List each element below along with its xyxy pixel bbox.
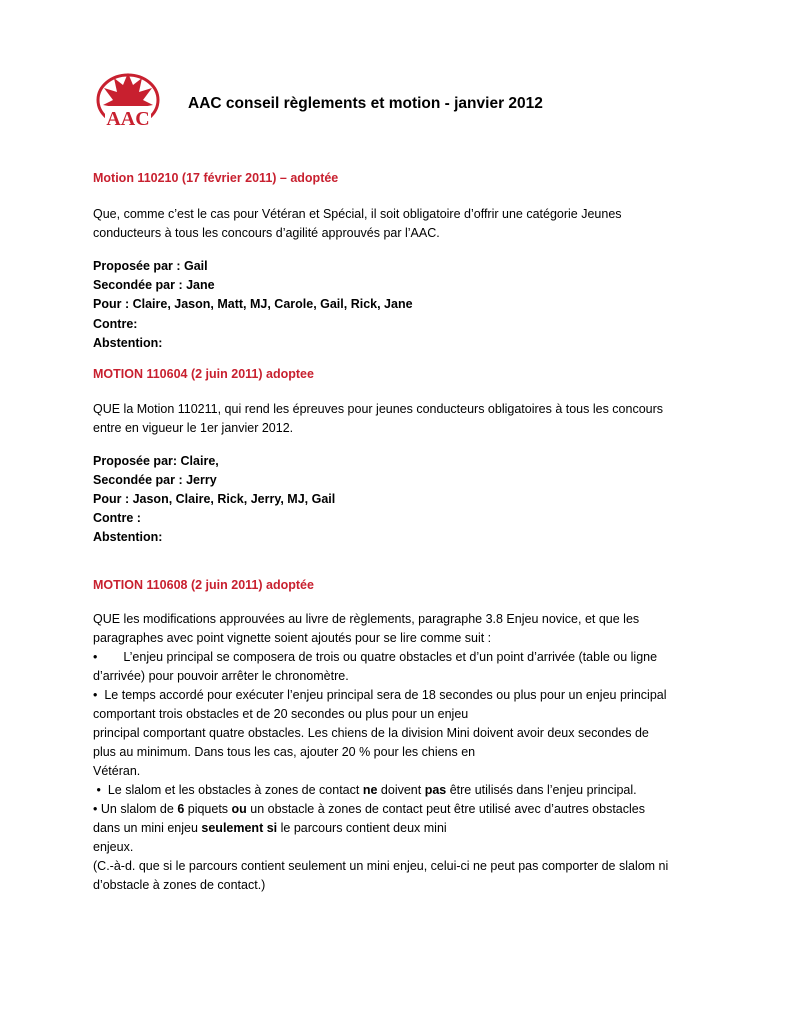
abstention: Abstention: bbox=[93, 530, 163, 544]
bullet-icon: • bbox=[93, 688, 98, 702]
motion-2-body-line: QUE la Motion 110211, qui rend les épreuves pour jeunes conducteurs obligatoires à tous les concours bbox=[93, 402, 664, 416]
abstention: Abstention: bbox=[93, 336, 163, 350]
seconded-by: Secondée par : Jerry bbox=[93, 473, 217, 487]
bullet-text: doivent bbox=[377, 783, 425, 797]
votes-for: Pour : Claire, Jason, Matt, MJ, Carole, Gail, Rick, Jane bbox=[93, 297, 413, 311]
bullet-item-1 bbox=[93, 648, 713, 667]
bullet-item-2-cont: Vétéran. bbox=[93, 764, 141, 778]
note-line: d’obstacle à zones de contact.) bbox=[93, 878, 266, 892]
bullet-text: Le temps accordé pour exécuter l’enjeu principal sera de 18 secondes ou plus pour un enjeu principal bbox=[104, 688, 667, 702]
motion-2-votes bbox=[93, 452, 713, 547]
bullet-item-4-cont bbox=[93, 819, 713, 838]
bullet-item-2-cont: comportant trois obstacles et de 20 secondes ou plus pour un enjeu bbox=[93, 707, 469, 721]
bullet-text: Le slalom et les obstacles à zones de contact bbox=[107, 783, 363, 797]
motion-1-body-line: Que, comme c’est le cas pour Vétéran et Spécial, il soit obligatoire d’offrir une catégorie Jeunes bbox=[93, 207, 622, 221]
emphasis-seulement-si: seulement si bbox=[201, 821, 278, 835]
motion-3-intro-line: paragraphes avec point vignette soient ajoutés pour se lire comme suit : bbox=[93, 631, 492, 645]
votes-against: Contre: bbox=[93, 317, 138, 331]
note-line: (C.-à-d. que si le parcours contient seulement un mini enjeu, celui-ci ne peut pas comporter de slalom ni bbox=[93, 859, 669, 873]
bullet-item-2-cont: principal comportant quatre obstacles. Les chiens de la division Mini doivent avoir deux secondes de bbox=[93, 726, 649, 740]
emphasis-ou: ou bbox=[231, 802, 247, 816]
bullet-text: être utilisés dans l’enjeu principal. bbox=[446, 783, 637, 797]
bullet-item-2 bbox=[93, 686, 713, 705]
svg-text:AAC: AAC bbox=[106, 108, 150, 130]
motion-3-heading: MOTION 110608 (2 juin 2011) adoptée bbox=[93, 578, 314, 592]
bullet-icon: • bbox=[96, 783, 101, 797]
bullet-item-1-cont: d’arrivée) pour pouvoir arrêter le chronomètre. bbox=[93, 669, 349, 683]
document-title: AAC conseil règlements et motion - janvier 2012 bbox=[188, 95, 543, 112]
votes-for: Pour : Jason, Claire, Rick, Jerry, MJ, Gail bbox=[93, 492, 336, 506]
motion-1-body bbox=[93, 205, 713, 243]
bullet-item-3 bbox=[93, 781, 713, 800]
bullet-text: dans un mini enjeu bbox=[93, 821, 202, 835]
votes-against: Contre : bbox=[93, 511, 141, 525]
bullet-icon: • bbox=[93, 802, 98, 816]
bullet-text: le parcours contient deux mini bbox=[277, 821, 447, 835]
bullet-item-2-cont: plus au minimum. Dans tous les cas, ajouter 20 % pour les chiens en bbox=[93, 745, 476, 759]
aac-logo bbox=[95, 68, 163, 136]
bullet-icon: • bbox=[93, 650, 98, 664]
motion-3-intro-line: QUE les modifications approuvées au livre de règlements, paragraphe 3.8 Enjeu novice, et que les bbox=[93, 612, 640, 626]
motion-3-body bbox=[93, 610, 713, 895]
bullet-item-4-cont: enjeux. bbox=[93, 840, 134, 854]
emphasis-pas: pas bbox=[424, 783, 447, 797]
bullet-text: un obstacle à zones de contact peut être utilisé avec d’autres obstacles bbox=[246, 802, 645, 816]
bullet-text: piquets bbox=[184, 802, 232, 816]
motion-1-heading: Motion 110210 (17 février 2011) – adoptée bbox=[93, 171, 339, 185]
motion-1-votes bbox=[93, 257, 713, 353]
proposed-by: Proposée par: Claire, bbox=[93, 454, 219, 468]
emphasis-six: 6 bbox=[177, 802, 185, 816]
bullet-item-4 bbox=[93, 800, 713, 819]
motion-2-body-line: entre en vigueur le 1er janvier 2012. bbox=[93, 421, 294, 435]
proposed-by: Proposée par : Gail bbox=[93, 259, 208, 273]
seconded-by: Secondée par : Jane bbox=[93, 278, 215, 292]
motion-2-body bbox=[93, 400, 713, 438]
motion-1-body-line: conducteurs à tous les concours d’agilité approuvés par l’AAC. bbox=[93, 226, 440, 240]
bullet-text: Un slalom de bbox=[100, 802, 178, 816]
emphasis-ne: ne bbox=[362, 783, 378, 797]
motion-2-heading: MOTION 110604 (2 juin 2011) adoptee bbox=[93, 367, 314, 381]
bullet-text: L’enjeu principal se composera de trois ou quatre obstacles et d’un point d’arrivée (table ou ligne bbox=[123, 650, 658, 664]
